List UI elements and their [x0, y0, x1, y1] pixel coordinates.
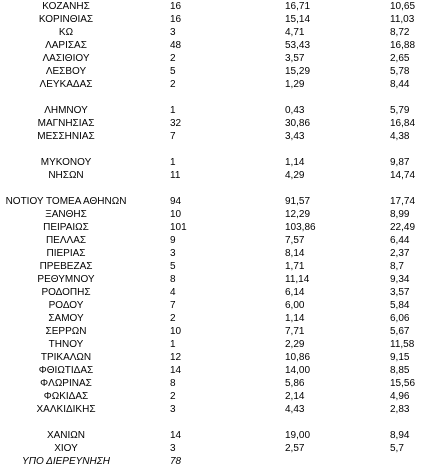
region-name: ΡΕΘΥΜΝΟΥ [37, 274, 95, 285]
region-name: ΛΗΜΝΟΥ [44, 105, 88, 116]
value-2: 8,7 [390, 261, 404, 272]
value-2: 6,06 [390, 313, 410, 324]
value-2: 16,84 [390, 118, 416, 129]
value-2: 14,74 [390, 170, 416, 181]
value-1: 14,00 [285, 365, 311, 376]
region-name: ΚΩ [58, 27, 74, 38]
value-2: 22,49 [390, 222, 416, 233]
table-row [0, 377, 433, 390]
value-1: 0,43 [285, 105, 305, 116]
region-name: ΡΟΔΟΠΗΣ [41, 287, 91, 298]
region-name: ΜΕΣΣΗΝΙΑΣ [37, 131, 95, 142]
table-row [0, 429, 433, 442]
table-row [0, 390, 433, 403]
region-name: ΝΟΤΙΟΥ ΤΟΜΕΑ ΑΘΗΝΩΝ [5, 196, 127, 207]
table-row [0, 364, 433, 377]
value-2: 11,03 [390, 14, 415, 25]
region-name: ΣΑΜΟΥ [48, 313, 84, 324]
value-2: 8,44 [390, 79, 410, 90]
table-row [0, 0, 433, 13]
case-count: 3 [170, 27, 176, 38]
value-1: 15,14 [285, 14, 311, 25]
table-row [0, 65, 433, 78]
case-count: 16 [170, 14, 182, 25]
case-count: 8 [170, 378, 176, 389]
table-row [0, 221, 433, 234]
value-2: 17,74 [390, 196, 416, 207]
case-count: 14 [170, 430, 182, 441]
table-row [0, 351, 433, 364]
region-name: ΤΗΝΟΥ [48, 339, 84, 350]
table-row [0, 286, 433, 299]
value-1: 6,00 [285, 300, 305, 311]
table-row [0, 299, 433, 312]
case-count: 7 [170, 300, 176, 311]
value-2: 10,65 [390, 1, 416, 12]
value-1: 4,43 [285, 404, 305, 415]
value-1: 6,14 [285, 287, 305, 298]
value-2: 2,65 [390, 53, 410, 64]
value-1: 7,71 [285, 326, 305, 337]
value-1: 30,86 [285, 118, 311, 129]
value-1: 7,57 [285, 235, 305, 246]
table-row [0, 104, 433, 117]
case-count: 5 [170, 261, 176, 272]
value-1: 10,86 [285, 352, 311, 363]
case-count: 32 [170, 118, 182, 129]
value-1: 19,00 [285, 430, 311, 441]
value-2: 5,67 [390, 326, 410, 337]
case-count: 11 [170, 170, 181, 181]
value-2: 2,83 [390, 404, 410, 415]
value-2: 11,58 [390, 339, 415, 350]
value-2: 8,99 [390, 209, 410, 220]
case-count: 4 [170, 287, 176, 298]
region-name: ΠΙΕΡΙΑΣ [46, 248, 86, 259]
value-2: 8,72 [390, 27, 410, 38]
case-count: 1 [170, 339, 176, 350]
region-name: ΧΑΛΚΙΔΙΚΗΣ [36, 404, 96, 415]
value-1: 1,29 [285, 79, 305, 90]
region-name: ΦΘΙΩΤΙΔΑΣ [38, 365, 94, 376]
value-1: 4,71 [285, 27, 305, 38]
table-row [0, 195, 433, 208]
value-2: 8,94 [390, 430, 410, 441]
value-2: 8,85 [390, 365, 410, 376]
value-2: 5,7 [390, 443, 404, 454]
table-row [0, 273, 433, 286]
region-name: ΚΟΖΑΝΗΣ [42, 1, 90, 12]
value-1: 12,29 [285, 209, 311, 220]
value-1: 1,14 [285, 157, 305, 168]
case-count: 14 [170, 365, 182, 376]
value-1: 2,14 [285, 391, 305, 402]
value-2: 4,38 [390, 131, 410, 142]
case-count: 48 [170, 40, 182, 51]
region-name: ΦΩΚΙΔΑΣ [43, 391, 89, 402]
value-1: 3,57 [285, 53, 305, 64]
case-count: 2 [170, 313, 176, 324]
table-row [0, 13, 433, 26]
case-count: 16 [170, 1, 182, 12]
table-row [0, 403, 433, 416]
value-1: 5,86 [285, 378, 305, 389]
value-2: 3,57 [390, 287, 410, 298]
value-2: 5,78 [390, 66, 410, 77]
region-name: ΛΑΡΙΣΑΣ [45, 40, 87, 51]
case-count: 1 [170, 105, 176, 116]
value-1: 2,29 [285, 339, 305, 350]
case-count: 9 [170, 235, 176, 246]
table-row [0, 156, 433, 169]
table-row-under-investigation [0, 455, 433, 468]
value-1: 53,43 [285, 40, 311, 51]
region-name: ΧΑΝΙΩΝ [46, 430, 86, 441]
case-count: 2 [170, 79, 176, 90]
table-row [0, 234, 433, 247]
case-count: 101 [170, 222, 187, 233]
region-name: ΡΟΔΟΥ [48, 300, 84, 311]
region-name: ΚΟΡΙΝΘΙΑΣ [38, 14, 94, 25]
table-row [0, 39, 433, 52]
value-2: 9,34 [390, 274, 410, 285]
case-count: 2 [170, 53, 176, 64]
value-1: 103,86 [285, 222, 316, 233]
case-count: 3 [170, 248, 176, 259]
region-name: ΠΡΕΒΕΖΑΣ [39, 261, 93, 272]
table-row [0, 26, 433, 39]
value-1: 91,57 [285, 196, 311, 207]
table-row [0, 260, 433, 273]
value-1: 4,29 [285, 170, 305, 181]
value-2: 15,56 [390, 378, 416, 389]
value-2: 5,84 [390, 300, 410, 311]
value-2: 16,88 [390, 40, 416, 51]
value-2: 6,44 [390, 235, 410, 246]
value-2: 5,79 [390, 105, 410, 116]
case-count: 5 [170, 66, 176, 77]
table-row [0, 338, 433, 351]
table-row [0, 169, 433, 182]
table-row [0, 325, 433, 338]
case-count: 8 [170, 274, 176, 285]
table-row [0, 247, 433, 260]
value-1: 2,57 [285, 443, 305, 454]
case-count: 10 [170, 209, 182, 220]
region-name: ΛΑΣΙΘΙΟΥ [42, 53, 90, 64]
value-1: 16,71 [285, 1, 311, 12]
case-count: 10 [170, 326, 182, 337]
case-count: 94 [170, 196, 182, 207]
value-1: 15,29 [285, 66, 311, 77]
table-row [0, 130, 433, 143]
case-count: 7 [170, 131, 176, 142]
region-name: ΛΕΥΚΑΔΑΣ [39, 79, 93, 90]
region-name: ΦΛΩΡΙΝΑΣ [40, 378, 92, 389]
case-count: 78 [170, 456, 182, 467]
value-2: 9,87 [390, 157, 410, 168]
value-1: 8,14 [285, 248, 305, 259]
region-name: ΧΙΟΥ [54, 443, 78, 454]
case-count: 3 [170, 404, 176, 415]
table-row [0, 208, 433, 221]
value-2: 2,37 [390, 248, 410, 259]
case-count: 1 [170, 157, 176, 168]
value-2: 9,15 [390, 352, 410, 363]
case-count: 12 [170, 352, 182, 363]
region-name: ΤΡΙΚΑΛΩΝ [40, 352, 92, 363]
case-count: 2 [170, 391, 176, 402]
value-1: 1,71 [285, 261, 305, 272]
value-1: 3,43 [285, 131, 305, 142]
table-row [0, 52, 433, 65]
region-name: ΜΑΓΝΗΣΙΑΣ [37, 118, 95, 129]
region-name: ΜΥΚΟΝΟΥ [40, 157, 92, 168]
region-name: ΛΕΣΒΟΥ [45, 66, 87, 77]
region-name: ΣΕΡΡΩΝ [45, 326, 87, 337]
value-1: 11,14 [285, 274, 310, 285]
region-name: ΠΕΙΡΑΙΩΣ [43, 222, 89, 233]
table-row [0, 312, 433, 325]
region-name: ΞΑΝΘΗΣ [45, 209, 87, 220]
region-name: ΥΠΟ ΔΙΕΡΕΥΝΗΣΗ [22, 456, 110, 467]
case-count: 3 [170, 443, 176, 454]
region-name: ΠΕΛΛΑΣ [45, 235, 87, 246]
region-name: ΝΗΣΩΝ [48, 170, 84, 181]
table-row [0, 442, 433, 455]
value-2: 4,96 [390, 391, 410, 402]
table-row [0, 117, 433, 130]
value-1: 1,14 [285, 313, 305, 324]
table-row [0, 78, 433, 91]
